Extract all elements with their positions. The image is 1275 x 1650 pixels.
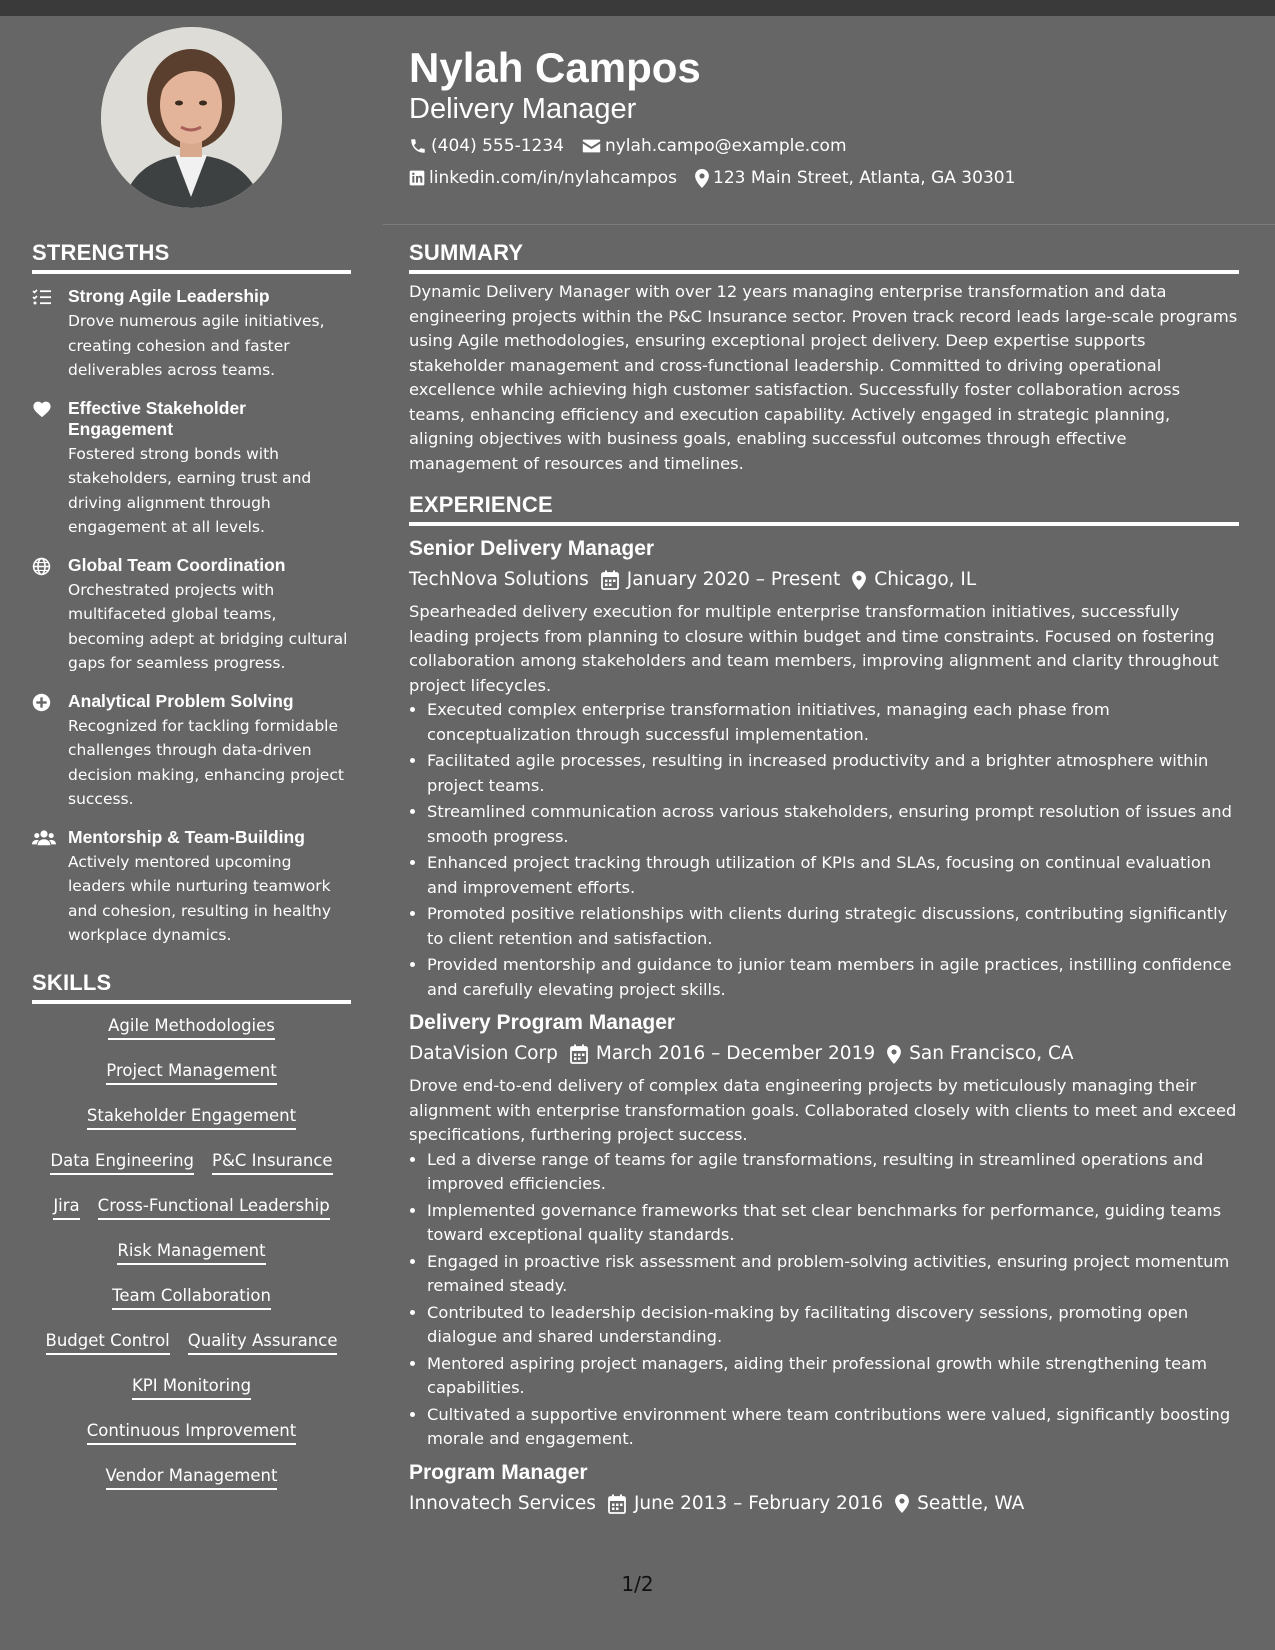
- job-location: Chicago, IL: [874, 569, 977, 590]
- top-bar: [0, 0, 1275, 16]
- phone-number: (404) 555-1234: [431, 136, 564, 156]
- skill-tag: Jira: [53, 1196, 79, 1220]
- header-divider: [383, 224, 1275, 225]
- job-bullet: • Facilitated agile processes, resulting in increased productivity and a brighter atmosphere within project teams.: [427, 749, 1239, 798]
- job-entry: [409, 1010, 1239, 1452]
- calendar-icon: [608, 1494, 626, 1514]
- main-column: [409, 240, 1239, 1518]
- contact-row-1: [409, 136, 1239, 156]
- plus-circle-icon: [32, 691, 68, 812]
- job-dates: March 2016 – December 2019: [595, 1043, 876, 1064]
- strength-description: Recognized for tackling formidable challenges through data-driven decision making, enhancing project success.: [68, 716, 344, 808]
- skill-tag: Quality Assurance: [188, 1331, 338, 1355]
- linkedin-contact[interactable]: [409, 168, 677, 188]
- skill-tag: P&C Insurance: [212, 1151, 333, 1175]
- skill-tag: Continuous Improvement: [87, 1421, 296, 1445]
- company-name: Innovatech Services: [409, 1492, 596, 1514]
- job-bullet: • Implemented governance frameworks that set clear benchmarks for performance, guiding teams toward exceptional quality standards.: [427, 1199, 1239, 1248]
- job-dates: January 2020 – Present: [626, 569, 841, 590]
- strength-item: [32, 691, 351, 812]
- job-bullet: • Streamlined communication across various stakeholders, ensuring prompt resolution of issues and smooth progress.: [427, 800, 1239, 849]
- company-name: DataVision Corp: [409, 1043, 558, 1064]
- job-bullet: • Promoted positive relationships with clients during strategic discussions, contributing significantly to client retention and satisfaction.: [427, 902, 1239, 951]
- job-bullet: • Cultivated a supportive environment where team contributions were valued, significantly boosting morale and engagement.: [427, 1403, 1239, 1452]
- job-location: San Francisco, CA: [909, 1043, 1074, 1064]
- skill-tag: Budget Control: [46, 1331, 170, 1355]
- company-name: TechNova Solutions: [409, 569, 589, 590]
- summary-text: Dynamic Delivery Manager with over 12 years managing enterprise transformation and data engineering projects within the P&C Insurance sector. Proven track record leads large-scale programs using Agile methodologies, ensuring exceptional project delivery. Deep expertise supports stakeholder management and cross-functional leadership. Committed to driving operational excellence while achieving high customer satisfaction. Successfully foster collaboration across teams, enhancing efficiency and execution capability. Actively engaged in strategic planning, aligning objectives with business goals, enabling successful outcomes through effective management of resources and timelines.: [409, 282, 1238, 473]
- skills-heading: SKILLS: [32, 970, 351, 1004]
- address-contact: [695, 168, 1015, 188]
- job-bullet: • Executed complex enterprise transformation initiatives, managing each phase from conceptualization through successful implementation.: [427, 698, 1239, 747]
- strengths-list: [32, 286, 351, 948]
- linkedin-icon: [409, 170, 425, 186]
- profile-photo: [101, 27, 282, 208]
- contact-row-2: [409, 168, 1239, 188]
- strength-title: Mentorship & Team-Building: [68, 826, 305, 847]
- map-pin-icon: [887, 1045, 901, 1064]
- job-dates: June 2013 – February 2016: [633, 1492, 884, 1514]
- email-contact[interactable]: [582, 136, 847, 156]
- job-bullet: • Engaged in proactive risk assessment and problem-solving activities, ensuring project momentum remained steady.: [427, 1250, 1239, 1299]
- strengths-heading: STRENGTHS: [32, 240, 351, 274]
- job-meta: [409, 1490, 1239, 1518]
- experience-heading: EXPERIENCE: [409, 492, 1239, 526]
- job-description: Drove end-to-end delivery of complex data engineering projects by meticulously managing their alignment with enterprise transformation goals. Collaborated closely with clients to meet and exceed specifications, furthering project success.: [409, 1076, 1237, 1144]
- job-bullet: • Enhanced project tracking through utilization of KPIs and SLAs, focusing on continual evaluation and improvement efforts.: [427, 851, 1239, 900]
- street-address: 123 Main Street, Atlanta, GA 30301: [713, 168, 1016, 188]
- skill-tag: Vendor Management: [106, 1466, 278, 1490]
- strength-title: Global Team Coordination: [68, 554, 286, 575]
- sidebar: [32, 240, 351, 1511]
- calendar-icon: [601, 570, 619, 590]
- checklist-icon: [32, 286, 68, 383]
- job-title: Delivery Program Manager: [409, 1011, 676, 1034]
- skill-tag: Risk Management: [117, 1241, 265, 1265]
- job-bullet: • Contributed to leadership decision-making by facilitating discovery sessions, promoting open dialogue and shared understanding.: [427, 1301, 1239, 1350]
- skills-list: [32, 1016, 351, 1511]
- strength-item: [32, 286, 351, 383]
- strength-description: Fostered strong bonds with stakeholders, earning trust and driving alignment through engagement at all levels.: [68, 444, 312, 536]
- phone-contact[interactable]: [409, 136, 564, 156]
- job-bullets: [409, 698, 1239, 1002]
- job-bullet: • Led a diverse range of teams for agile transformations, resulting in streamlined operations and improved efficiencies.: [427, 1148, 1239, 1197]
- globe-icon: [32, 555, 68, 676]
- skill-tag: Data Engineering: [50, 1151, 194, 1175]
- strength-description: Orchestrated projects with multifaceted global teams, becoming adept at bridging cultural gaps for seamless progress.: [68, 580, 348, 672]
- map-pin-icon: [895, 1494, 909, 1513]
- job-entry: [409, 1460, 1239, 1518]
- skill-tag: Agile Methodologies: [108, 1016, 275, 1040]
- heart-icon: [32, 398, 68, 540]
- candidate-role: Delivery Manager: [409, 93, 637, 125]
- summary-heading: SUMMARY: [409, 240, 1239, 274]
- job-title: Senior Delivery Manager: [409, 537, 655, 560]
- linkedin-url: linkedin.com/in/nylahcampos: [429, 168, 677, 188]
- strength-description: Actively mentored upcoming leaders while nurturing teamwork and cohesion, resulting in healthy workplace dynamics.: [68, 852, 332, 944]
- job-bullet: • Mentored aspiring project managers, aiding their professional growth while strengthening team capabilities.: [427, 1352, 1239, 1401]
- candidate-name: Nylah Campos: [409, 44, 701, 91]
- strength-title: Strong Agile Leadership: [68, 286, 270, 306]
- phone-icon: [409, 137, 427, 155]
- job-location: Seattle, WA: [917, 1492, 1025, 1514]
- strength-item: [32, 398, 351, 540]
- skill-tag: Stakeholder Engagement: [87, 1106, 296, 1130]
- job-bullet: • Provided mentorship and guidance to junior team members in agile practices, instilling confidence and carefully elevating project skills.: [427, 953, 1239, 1002]
- job-title: Program Manager: [409, 1460, 588, 1484]
- strength-item: [32, 827, 351, 948]
- page-indicator: 1/2: [621, 1572, 654, 1596]
- job-meta: [409, 1040, 1239, 1068]
- job-description: Spearheaded delivery execution for multiple enterprise transformation initiatives, successfully leading projects from planning to closure within budget and time constraints. Focused on fostering collaboration among stakeholders and team members, improving alignment and clarity throughout project lifecycles.: [409, 602, 1219, 695]
- users-icon: [32, 827, 68, 948]
- job-meta: [409, 566, 1239, 594]
- strength-item: [32, 555, 351, 676]
- calendar-icon: [570, 1044, 588, 1064]
- job-bullets: [409, 1148, 1239, 1452]
- map-pin-icon: [852, 571, 866, 590]
- envelope-icon: [582, 138, 601, 154]
- skill-tag: Team Collaboration: [112, 1286, 271, 1310]
- skill-tag: KPI Monitoring: [132, 1376, 251, 1400]
- job-entry: [409, 536, 1239, 1002]
- strength-description: Drove numerous agile initiatives, creating cohesion and faster deliverables across teams.: [68, 312, 325, 379]
- skill-tag: Cross-Functional Leadership: [98, 1196, 330, 1220]
- strength-title: Effective Stakeholder Engagement: [68, 397, 246, 439]
- map-pin-icon: [695, 169, 709, 188]
- skill-tag: Project Management: [106, 1061, 276, 1085]
- resume-header: [409, 44, 1239, 188]
- strength-title: Analytical Problem Solving: [68, 690, 294, 711]
- email-address: nylah.campo@example.com: [604, 136, 847, 156]
